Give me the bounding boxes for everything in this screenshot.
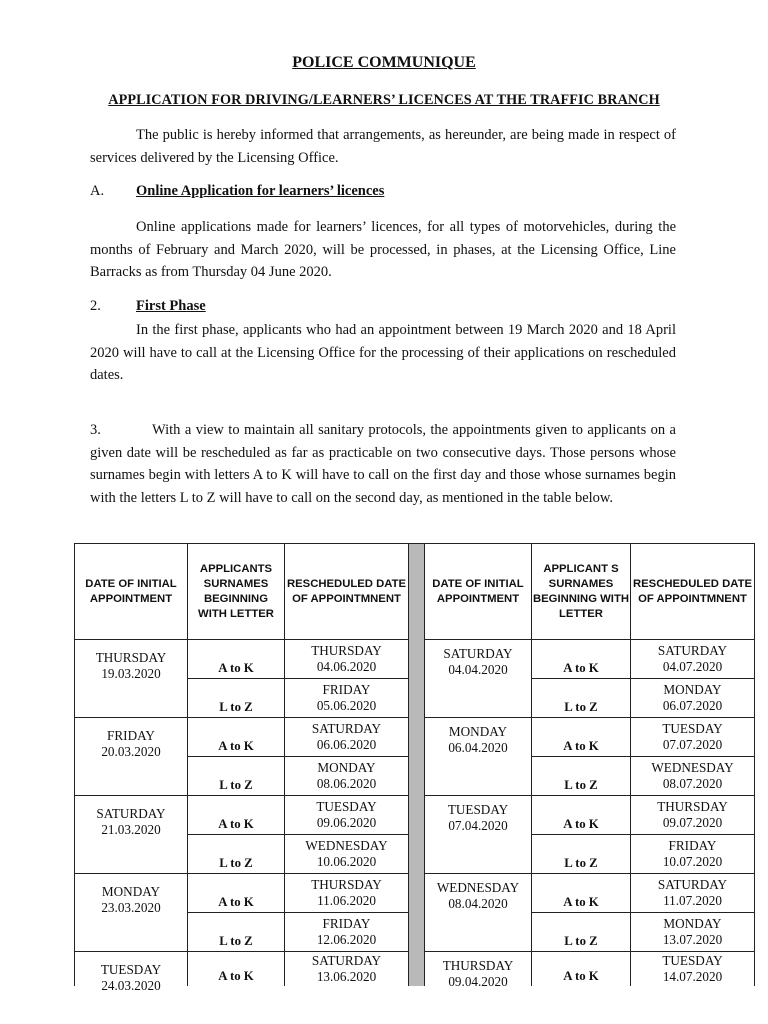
rescheduled-day: SATURDAY xyxy=(657,877,728,892)
left-header-initial-date: DATE OF INITIAL APPOINTMENT xyxy=(75,544,188,640)
reschedule-table xyxy=(74,543,755,993)
rescheduled-day: WEDNESDAY xyxy=(305,838,388,853)
rescheduled-date-text xyxy=(658,877,727,909)
initial-day: MONDAY xyxy=(448,724,508,739)
initial-date: 09.04.2020 xyxy=(448,974,508,989)
surname-letters-cell: A to K xyxy=(188,874,285,913)
initial-day: TUESDAY xyxy=(100,962,162,977)
initial-appointment-text xyxy=(101,884,160,916)
surname-letters-cell: A to K xyxy=(188,718,285,757)
rescheduled-date: 12.06.2020 xyxy=(316,932,377,947)
rescheduled-day: MONDAY xyxy=(317,760,376,775)
rescheduled-date-cell xyxy=(631,757,754,796)
rescheduled-date-cell xyxy=(631,718,754,757)
section-3-text: With a view to maintain all sanitary protocols, the appointments given to applicants on a given date will be rescheduled as far as practicable on two consecutive days. Those persons whose surnames begin with letters A to K will have to call on the first day and those whose surnames begin with the letters L to Z will have to call on the second day, as mentioned in the table below. xyxy=(90,422,676,506)
initial-day: THURSDAY xyxy=(95,650,167,665)
surname-letters-cell: A to K xyxy=(532,874,631,913)
initial-appointment-text xyxy=(96,806,165,838)
initial-date: 24.03.2020 xyxy=(101,978,161,993)
initial-day: WEDNESDAY xyxy=(436,880,520,895)
rescheduled-date-cell xyxy=(285,679,408,718)
rescheduled-date-text xyxy=(305,838,387,870)
rescheduled-date: 13.06.2020 xyxy=(316,969,377,984)
section-2-title: First Phase xyxy=(136,298,206,314)
left-header-rescheduled-date: RESCHEDULED DATE OF APPOINTMNENT xyxy=(285,544,408,640)
rescheduled-date-text xyxy=(663,838,722,870)
rescheduled-date-cell xyxy=(631,796,754,835)
surname-letters-cell: A to K xyxy=(532,718,631,757)
surname-letters-cell: L to Z xyxy=(532,913,631,952)
rescheduled-date-cell xyxy=(631,679,754,718)
initial-day: THURSDAY xyxy=(442,958,514,973)
surname-letters-cell: L to Z xyxy=(532,757,631,796)
rescheduled-date: 08.06.2020 xyxy=(316,776,377,791)
right-header-initial-date: DATE OF INITIAL APPOINTMENT xyxy=(425,544,532,640)
surname-letters-cell: A to K xyxy=(532,640,631,679)
right-header-rescheduled-date: RESCHEDULED DATE OF APPOINTMNENT xyxy=(631,544,754,640)
rescheduled-day: THURSDAY xyxy=(657,799,728,814)
rescheduled-date-text xyxy=(662,953,722,985)
rescheduled-date: 04.06.2020 xyxy=(316,659,377,674)
table-divider-column xyxy=(408,544,425,986)
rescheduled-date: 14.07.2020 xyxy=(662,969,723,984)
section-a-paragraph: Online applications made for learners’ licences, for all types of motorvehicles, during the months of February and March 2020, will be processed, in phases, at the Licensing Office, Line Barracks as from Thursday 04 June 2020. xyxy=(90,219,676,280)
rescheduled-day: WEDNESDAY xyxy=(651,760,734,775)
rescheduled-date-cell xyxy=(631,640,754,679)
section-2-number: 2. xyxy=(90,298,101,314)
rescheduled-date: 13.07.2020 xyxy=(662,932,723,947)
initial-day: SATURDAY xyxy=(443,646,513,661)
rescheduled-day: FRIDAY xyxy=(322,916,371,931)
rescheduled-date: 07.07.2020 xyxy=(662,737,723,752)
initial-appointment-cell xyxy=(425,952,532,989)
rescheduled-date-text xyxy=(663,916,722,948)
initial-appointment-cell xyxy=(75,718,188,796)
initial-appointment-text xyxy=(96,650,167,682)
section-2-paragraph: In the first phase, applicants who had an appointment between 19 March 2020 and 18 April 2020 will have to call at the Licensing Office for the processing of their applications on rescheduled dates. xyxy=(90,322,676,383)
rescheduled-date-text xyxy=(311,643,382,675)
rescheduled-day: FRIDAY xyxy=(668,838,717,853)
rescheduled-date: 11.06.2020 xyxy=(317,893,376,908)
rescheduled-date-text xyxy=(316,799,376,831)
rescheduled-date-text xyxy=(311,877,382,909)
rescheduled-date: 11.07.2020 xyxy=(663,893,722,908)
surname-letters-cell: L to Z xyxy=(532,679,631,718)
initial-day: MONDAY xyxy=(101,884,161,899)
rescheduled-date-text xyxy=(658,643,727,675)
rescheduled-date-text xyxy=(662,721,722,753)
initial-appointment-cell xyxy=(425,796,532,874)
rescheduled-day: SATURDAY xyxy=(657,643,728,658)
surname-letters-cell: L to Z xyxy=(188,757,285,796)
initial-date: 04.04.2020 xyxy=(448,662,508,677)
surname-letters-cell: L to Z xyxy=(532,835,631,874)
rescheduled-date-text xyxy=(312,953,381,985)
rescheduled-date: 09.07.2020 xyxy=(662,815,723,830)
rescheduled-date-text xyxy=(317,760,376,792)
rescheduled-date: 10.06.2020 xyxy=(316,854,377,869)
initial-appointment-cell xyxy=(75,640,188,718)
rescheduled-date: 06.07.2020 xyxy=(662,698,723,713)
initial-date: 21.03.2020 xyxy=(101,822,161,837)
table-right-half xyxy=(425,544,754,989)
section-a-title: Online Application for learners’ licences xyxy=(136,183,385,199)
initial-day: FRIDAY xyxy=(107,728,155,743)
initial-appointment-cell xyxy=(425,718,532,796)
rescheduled-date-cell xyxy=(631,835,754,874)
rescheduled-date-text xyxy=(317,916,376,948)
rescheduled-date: 06.06.2020 xyxy=(316,737,377,752)
initial-appointment-text xyxy=(443,958,514,990)
rescheduled-date-cell xyxy=(285,874,408,913)
rescheduled-day: THURSDAY xyxy=(311,643,382,658)
rescheduled-date-cell xyxy=(285,796,408,835)
left-header-surname-letters: APPLICANTS SURNAMES BEGINNING WITH LETTER xyxy=(188,544,285,640)
surname-letters-cell: A to K xyxy=(532,952,631,986)
rescheduled-day: MONDAY xyxy=(663,916,722,931)
initial-appointment-text xyxy=(101,962,161,994)
surname-letters-cell: L to Z xyxy=(188,913,285,952)
initial-appointment-cell xyxy=(425,640,532,718)
surname-letters-cell: A to K xyxy=(188,640,285,679)
initial-appointment-text xyxy=(448,802,508,834)
initial-date: 06.04.2020 xyxy=(448,740,508,755)
rescheduled-day: TUESDAY xyxy=(316,799,377,814)
initial-date: 19.03.2020 xyxy=(101,666,161,681)
rescheduled-date: 04.07.2020 xyxy=(662,659,723,674)
rescheduled-date-cell xyxy=(285,913,408,952)
rescheduled-date-cell xyxy=(285,835,408,874)
rescheduled-date-cell xyxy=(285,952,408,986)
rescheduled-date-text xyxy=(657,799,728,831)
rescheduled-date: 09.06.2020 xyxy=(316,815,377,830)
initial-appointment-text xyxy=(101,728,160,760)
rescheduled-date-cell xyxy=(631,952,754,986)
initial-date: 20.03.2020 xyxy=(101,744,161,759)
rescheduled-day: FRIDAY xyxy=(322,682,371,697)
rescheduled-date-text xyxy=(312,721,381,753)
initial-date: 23.03.2020 xyxy=(101,900,161,915)
initial-appointment-cell xyxy=(75,796,188,874)
rescheduled-date-text xyxy=(317,682,376,714)
surname-letters-cell: A to K xyxy=(188,796,285,835)
initial-appointment-cell xyxy=(425,874,532,952)
rescheduled-day: TUESDAY xyxy=(662,953,723,968)
surname-letters-cell: L to Z xyxy=(188,679,285,718)
rescheduled-date: 05.06.2020 xyxy=(316,698,377,713)
surname-letters-cell: A to K xyxy=(188,952,285,986)
page-title: POLICE COMMUNIQUE xyxy=(292,54,476,71)
rescheduled-date-text xyxy=(663,682,722,714)
section-a-heading xyxy=(90,183,384,200)
rescheduled-date-text xyxy=(651,760,733,792)
rescheduled-date-cell xyxy=(285,757,408,796)
rescheduled-date: 08.07.2020 xyxy=(662,776,723,791)
rescheduled-date-cell xyxy=(631,874,754,913)
right-header-surname-letters: APPLICANT S SURNAMES BEGINNING WITH LETTER xyxy=(532,544,631,640)
table-left-half xyxy=(75,544,408,993)
rescheduled-day: THURSDAY xyxy=(311,877,382,892)
surname-letters-cell: A to K xyxy=(532,796,631,835)
section-3-number: 3. xyxy=(90,422,101,438)
initial-date: 07.04.2020 xyxy=(448,818,508,833)
surname-letters-cell: L to Z xyxy=(188,835,285,874)
initial-day: TUESDAY xyxy=(447,802,509,817)
section-2-heading xyxy=(90,298,206,315)
rescheduled-date-cell xyxy=(285,718,408,757)
initial-appointment-cell xyxy=(75,952,188,993)
rescheduled-day: SATURDAY xyxy=(311,953,382,968)
initial-appointment-text xyxy=(437,880,519,912)
initial-day: SATURDAY xyxy=(96,806,166,821)
page-subtitle: APPLICATION FOR DRIVING/LEARNERS’ LICENCES AT THE TRAFFIC BRANCH xyxy=(108,92,660,108)
rescheduled-day: MONDAY xyxy=(663,682,722,697)
section-3-paragraph xyxy=(90,419,676,509)
initial-appointment-cell xyxy=(75,874,188,952)
initial-date: 08.04.2020 xyxy=(448,896,508,911)
rescheduled-day: TUESDAY xyxy=(662,721,723,736)
initial-appointment-text xyxy=(443,646,512,678)
rescheduled-date-cell xyxy=(285,640,408,679)
initial-appointment-text xyxy=(448,724,507,756)
section-a-number: A. xyxy=(90,183,105,199)
rescheduled-date: 10.07.2020 xyxy=(662,854,723,869)
intro-paragraph: The public is hereby informed that arrangements, as hereunder, are being made in respect of services delivered by the Licensing Office. xyxy=(90,127,676,166)
rescheduled-date-cell xyxy=(631,913,754,952)
rescheduled-day: SATURDAY xyxy=(311,721,382,736)
